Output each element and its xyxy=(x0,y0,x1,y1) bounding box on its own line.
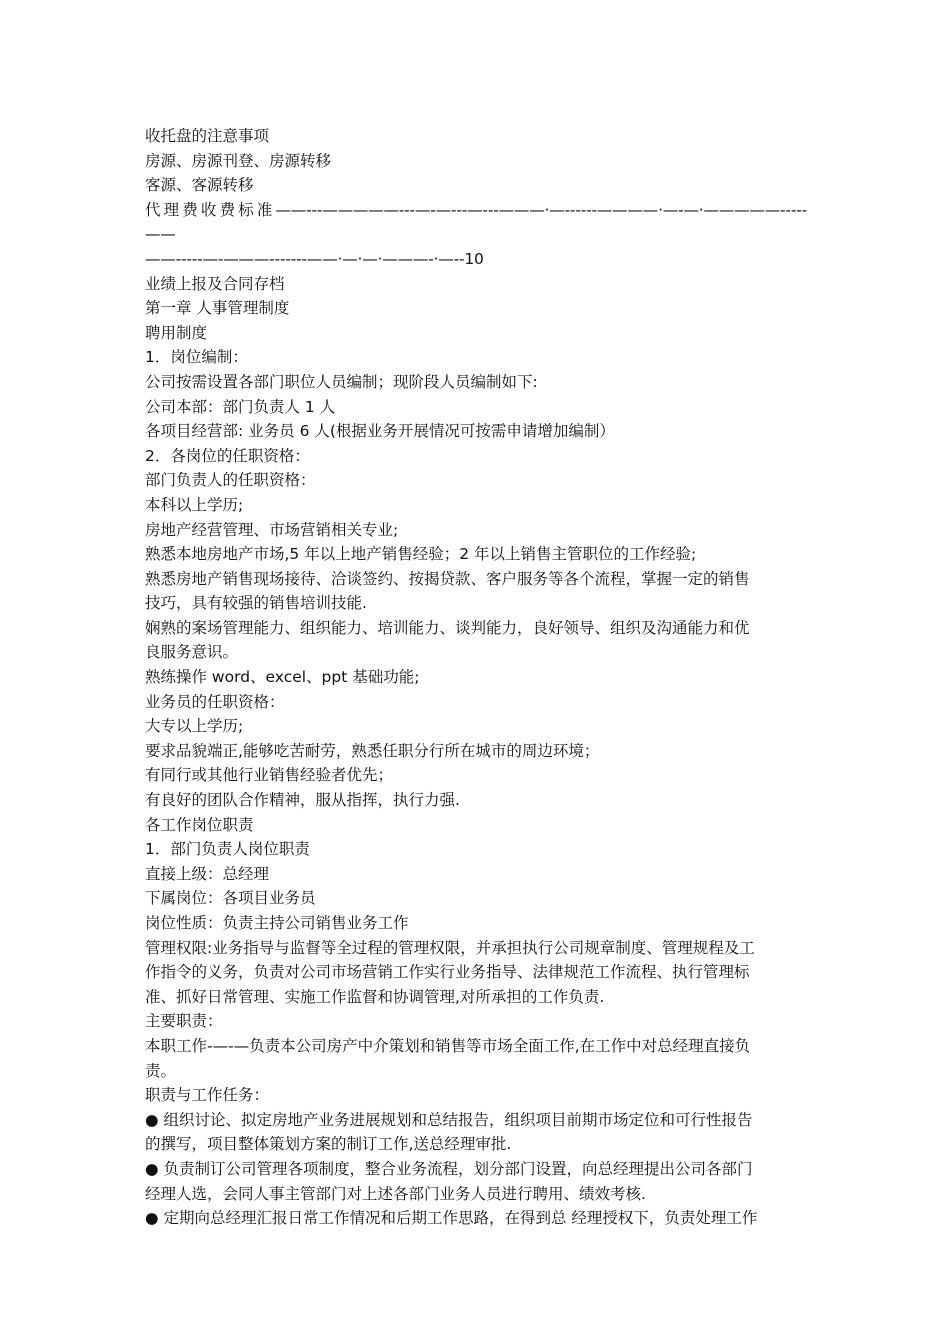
paragraph-line: 业务员的任职资格： xyxy=(145,692,285,711)
paragraph-line: 岗位性质：负责主持公司销售业务工作 xyxy=(145,914,409,932)
paragraph-line: 良服务意识。 xyxy=(145,643,239,662)
paragraph-line: 有同行或其他行业销售经验者优先； xyxy=(145,766,394,785)
paragraph-line: 熟悉本地房地产市场,5 年以上地产销售经验；2 年以上销售主管职位的工作经验; xyxy=(145,545,697,564)
line-section-heading: 客源、客源转移 xyxy=(145,176,254,195)
paragraph-line: 作指令的义务，负责对公司市场营销工作实行业务指导、法律规范工作流程、执行管理标 xyxy=(145,963,750,982)
subsection-title: 聘用制度 xyxy=(145,323,208,342)
bullet-item-line: ● 负责制订公司管理各项制度，整合业务流程，划分部门设置，向总经理提出公司各部门 xyxy=(145,1159,753,1178)
bullet-item-continuation: 经理人选，会同人事主管部门对上述各部门业务人员进行聘用、绩效考核. xyxy=(145,1184,646,1203)
line-toc-entry-continuation: ——-----—-———-------——·—·—·———-·—--10 xyxy=(145,249,484,268)
paragraph-line: 主要职责： xyxy=(145,1012,223,1031)
numbered-heading: 1．岗位编制： xyxy=(145,348,248,367)
line-section-heading: 收托盘的注意事项 xyxy=(145,127,270,145)
line-section-heading: 业绩上报及合同存档 xyxy=(145,274,285,293)
bullet-item-line: ● 定期向总经理汇报日常工作情况和后期工作思路，在得到总 经理授权下，负责处理工作 xyxy=(145,1209,758,1228)
paragraph-line: 熟练操作 word、excel、ppt 基础功能; xyxy=(145,668,420,687)
paragraph-line: 大专以上学历; xyxy=(145,717,244,736)
paragraph-line: 部门负责人的任职资格： xyxy=(145,471,316,490)
paragraph-line: 责。 xyxy=(145,1061,177,1080)
paragraph-line: 房地产经营管理、市场营销相关专业; xyxy=(145,520,399,539)
paragraph-line: 本科以上学历; xyxy=(145,495,244,514)
paragraph-line: 熟悉房地产销售现场接待、洽谈签约、按揭贷款、客户服务等各个流程，掌握一定的销售 xyxy=(145,569,750,588)
subsection-title: 各工作岗位职责 xyxy=(145,815,254,834)
paragraph-line: 各项目经营部: 业务员 6 人(根据业务开展情况可按需申请增加编制） xyxy=(145,422,615,441)
paragraph-line: 直接上级：总经理 xyxy=(145,864,270,883)
line-toc-entry: 代理费收费标准——---—————---—-—---—---———·—------————·—-—·—————-----—— xyxy=(145,200,807,244)
document-content xyxy=(145,124,807,1231)
bullet-item-continuation: 的撰写，项目整体策划方案的制订工作,送总经理审批. xyxy=(145,1135,512,1154)
paragraph-line: 公司本部：部门负责人 1 人 xyxy=(145,397,336,416)
chapter-title: 第一章 人事管理制度 xyxy=(145,299,290,318)
paragraph-line: 要求品貌端正,能够吃苦耐劳，熟悉任职分行所在城市的周边环境； xyxy=(145,741,600,760)
line-section-heading: 房源、房源刊登、房源转移 xyxy=(145,151,332,170)
paragraph-line: 管理权限:业务指导与监督等全过程的管理权限，并承担执行公司规章制度、管理规程及工 xyxy=(145,938,755,957)
paragraph-line: 公司按需设置各部门职位人员编制；现阶段人员编制如下: xyxy=(145,372,538,391)
bullet-item-line: ● 组织讨论、拟定房地产业务进展规划和总结报告，组织项目前期市场定位和可行性报告 xyxy=(145,1110,753,1129)
paragraph-line: 娴熟的案场管理能力、组织能力、培训能力、谈判能力，良好领导、组织及沟通能力和优 xyxy=(145,618,750,637)
paragraph-line: 准、抓好日常管理、实施工作监督和协调管理,对所承担的工作负责. xyxy=(145,987,605,1006)
numbered-heading: 2．各岗位的任职资格： xyxy=(145,446,310,465)
paragraph-line: 职责与工作任务： xyxy=(145,1086,270,1105)
paragraph-line: 下属岗位：各项目业务员 xyxy=(145,889,316,908)
paragraph-line: 技巧，具有较强的销售培训技能. xyxy=(145,594,367,613)
paragraph-line: 本职工作-—-—负责本公司房产中介策划和销售等市场全面工作,在工作中对总经理直接负 xyxy=(145,1036,751,1055)
paragraph-line: 有良好的团队合作精神，服从指挥，执行力强. xyxy=(145,791,460,810)
numbered-heading: 1．部门负责人岗位职责 xyxy=(145,840,310,859)
